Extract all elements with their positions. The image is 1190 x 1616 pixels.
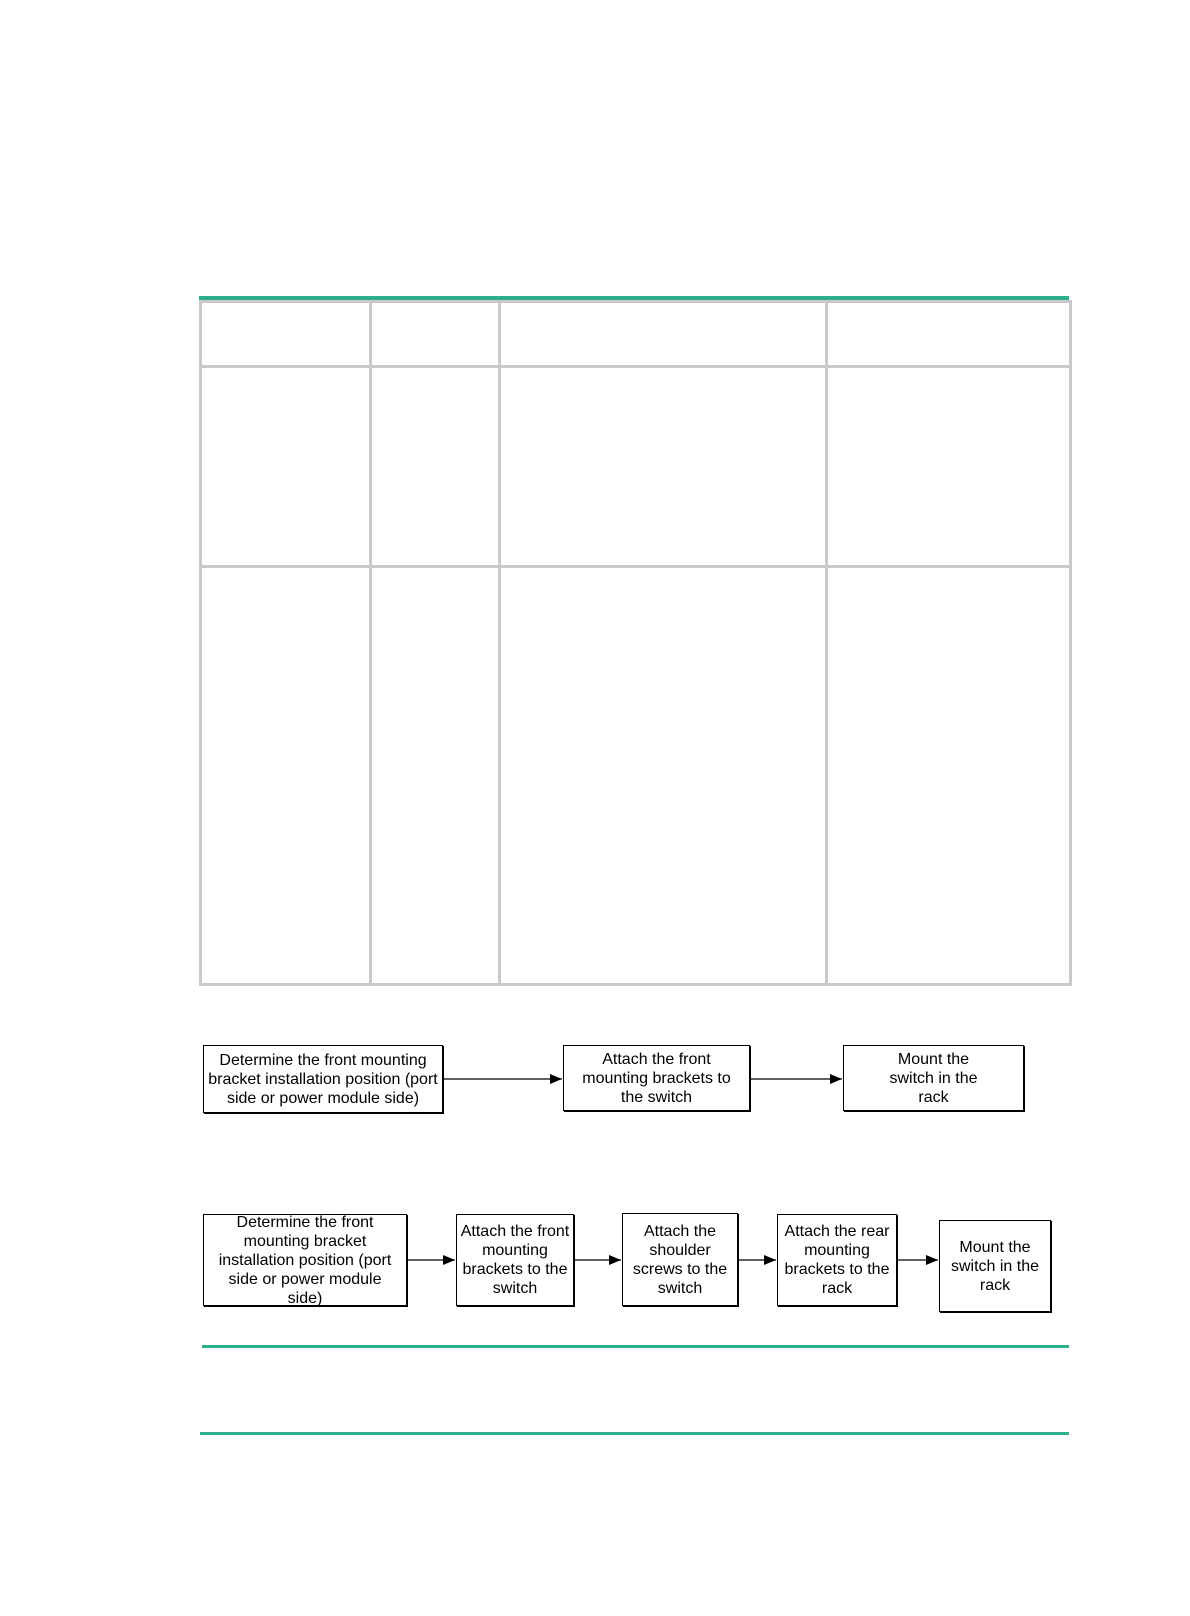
flow-b-step-3-label: Attach the shoulder screws to the switch <box>632 1222 728 1297</box>
note-top-rule <box>202 1345 1069 1348</box>
flow-a-step-3-label: Mount the switch in the rack <box>889 1050 978 1106</box>
note-bottom-rule <box>200 1432 1069 1435</box>
flow-b-step-4-label: Attach the rear mounting brackets to the rack <box>784 1223 890 1297</box>
flow-b-step-5-label: Mount the switch in the rack <box>950 1238 1040 1294</box>
flow-a-step-2-label: Attach the front mounting brackets to the switch <box>582 1050 731 1106</box>
flow-b-step-2-label: Attach the front mounting brackets to the switch <box>460 1223 570 1297</box>
flow-b-step-1-label: Determine the front mounting bracket installation position (port side or power module side) <box>218 1213 392 1307</box>
flow-a-step-1-label: Determine the front mounting bracket installation position (port side or power module side) <box>208 1051 438 1107</box>
